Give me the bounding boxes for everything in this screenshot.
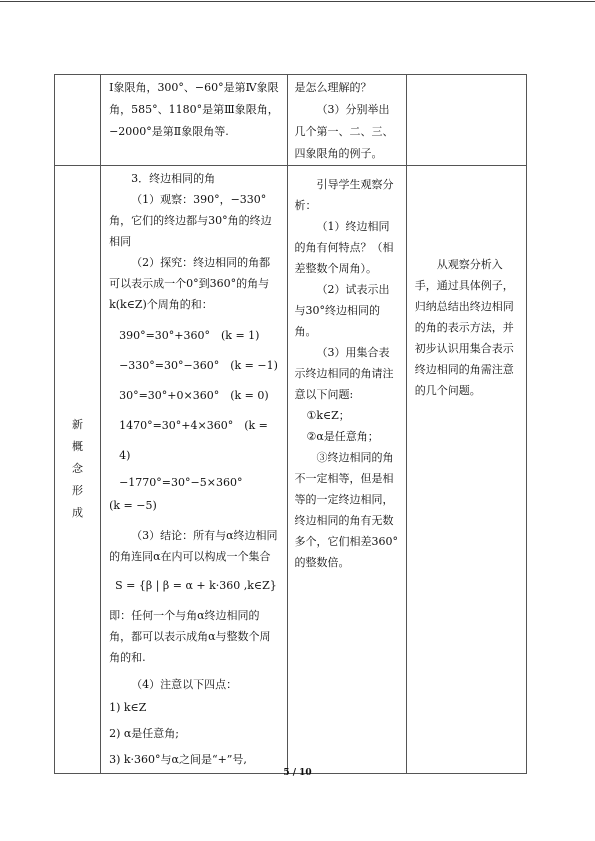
note-item: 1) k∈Z: [109, 701, 147, 714]
intent-cell: [406, 166, 526, 774]
note-item: 2) α是任意角;: [109, 727, 180, 740]
formula-line: 390°=30°+360° (k = 1): [119, 329, 260, 342]
formula-line: −1770°=30°−5×360°: [119, 476, 243, 489]
row1-intent-cell: [406, 75, 526, 166]
content-cell: [101, 166, 288, 774]
section-heading: 3．终边相同的角: [131, 172, 216, 185]
observe-text: （1）观察：390°，−330°角，它们的终边都与30°角的终边相同: [109, 193, 272, 248]
question-3: （3）分别举出几个第一、二、三、四象限角的例子。: [294, 103, 394, 160]
formula-k-value: (k = −5): [109, 499, 157, 512]
section-label-char: 新: [72, 418, 84, 431]
lesson-plan-table: [54, 74, 527, 774]
section-label-char: 念: [72, 462, 84, 475]
question-text: 是怎么理解的？: [294, 81, 372, 94]
section-label-cell: [55, 166, 101, 774]
formula-line: 1470°=30°+4×360° (k = 4): [119, 419, 268, 462]
activity-cell: [288, 166, 406, 774]
guide-point: ③终边相同的角不一定相等，但是相等的一定终边相同，终边相同的角有无数多个，它们相差360°的整数倍。: [294, 451, 398, 569]
section-label-char: 概: [72, 440, 84, 453]
page-number: 5 / 10: [283, 768, 312, 778]
section-label-char: 成: [72, 506, 84, 519]
explore-text: （2）探究：终边相同的角都可以表示成一个0°到360°的角与k(k∈Z)个周角的和：: [109, 256, 271, 311]
formula-line: 30°=30°+0×360° (k = 0): [119, 389, 269, 402]
set-formula: S = {β | β = α + k·360 ,k∈Z}: [115, 579, 277, 592]
note-heading: （4）注意以下四点：: [131, 678, 238, 691]
section-label-char: 形: [72, 484, 84, 497]
row1-activity-cell: [288, 75, 406, 166]
row1-label-cell: [55, 75, 101, 166]
guide-text: 引导学生观察分析：: [294, 178, 394, 212]
quadrant-examples: Ⅰ象限角，300°、−60°是第Ⅳ象限角，585°、1180°是第Ⅲ象限角，−2000°是第Ⅱ象限角等.: [109, 81, 279, 138]
note-item: 3) k·360°与α之间是“+”号,: [109, 753, 247, 766]
guide-question: （3）用集合表示终边相同的角请注意以下问题:: [294, 346, 394, 401]
formula-line: −330°=30°−360° (k = −1): [119, 359, 278, 372]
conclusion-text: （3）结论：所有与α终边相同的角连同α在内可以构成一个集合: [109, 529, 278, 563]
design-intent-text: 从观察分析入手，通过具体例子，归纳总结出终边相同的角的表示方法，并初步认识用集合表示终边相同的角需注意的几个问题。: [414, 258, 514, 397]
table-row: [55, 166, 527, 774]
guide-question: （2）试表示出与30°终边相同的角。: [294, 283, 390, 338]
guide-question: （1）终边相同的角有何特点？（相差整数个周角）。: [294, 220, 394, 275]
guide-point: ②α是任意角；: [306, 430, 379, 443]
explain-text: 即：任何一个与角α终边相同的角，都可以表示成角α与整数个周角的和.: [109, 609, 271, 664]
table-row: [55, 75, 527, 166]
row1-content-cell: [101, 75, 288, 166]
header-rule: [0, 1, 595, 2]
guide-point: ①k∈Z；: [306, 409, 350, 422]
